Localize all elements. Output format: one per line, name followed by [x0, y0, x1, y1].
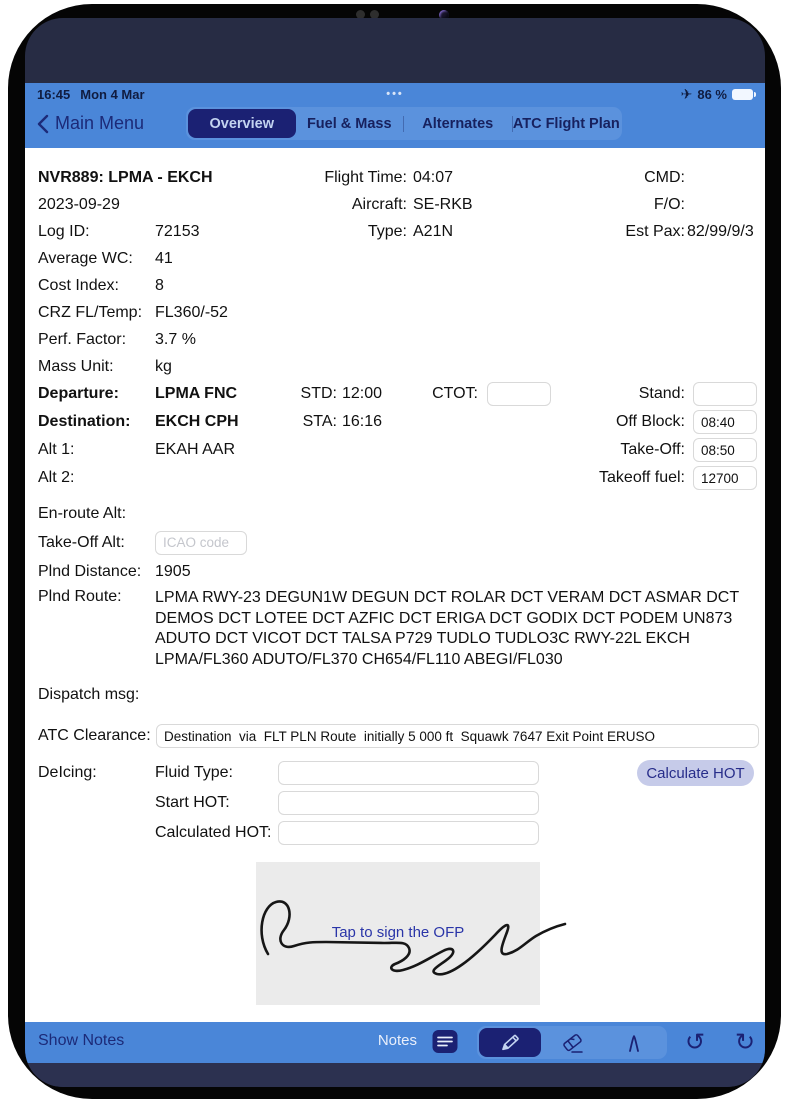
takeoff-alt-input[interactable]: [155, 531, 247, 555]
destination-value: EKCH CPH: [155, 413, 239, 430]
log-id-value: 72153: [155, 222, 200, 240]
calculated-hot-row: [25, 820, 765, 846]
signature-pad[interactable]: [256, 862, 540, 1005]
type-label: Type:: [367, 222, 407, 240]
take-off-label: Take-Off:: [620, 441, 685, 458]
drawing-tool-group: [477, 1026, 667, 1059]
alt1-row: [25, 436, 765, 464]
pencil-tool-button[interactable]: [479, 1028, 541, 1057]
plnd-route-string: LPMA RWY-23 DEGUN1W DEGUN DCT ROLAR DCT VERAM DCT ASMAR DCT DEMOS DCT LOTEE DCT AZFIC DCT ERIGA DCT GODIX DCT PODEM UN873 ADUTO DCT VICOT DCT TALSA P729 TUDLO TUDLO3C RWY-22L EKCH: [155, 589, 739, 647]
navigation-bar: [25, 105, 765, 148]
departure-row: [25, 380, 765, 408]
plnd-route-text: [155, 588, 759, 670]
cost-index-label: Cost Index:: [38, 276, 119, 294]
enroute-alt-row: [25, 499, 765, 528]
stand-input[interactable]: [693, 382, 757, 406]
atc-clearance-label: ATC Clearance:: [38, 727, 151, 744]
bottom-inset-band: [25, 1063, 765, 1087]
atc-clearance-row: [25, 721, 765, 751]
tab-atc-flight-plan[interactable]: ATC Flight Plan: [512, 115, 620, 132]
stand-label: Stand:: [638, 385, 685, 402]
fluid-type-label: Fluid Type:: [155, 764, 233, 781]
pointer-icon: [625, 1032, 643, 1054]
take-off-input[interactable]: [693, 438, 757, 462]
annotation-toolbar: [25, 1022, 765, 1063]
log-id-row: [25, 218, 765, 245]
crz-label: CRZ FL/Temp:: [38, 303, 143, 321]
notes-label: Notes: [377, 1032, 417, 1049]
mass-unit-row: [25, 353, 765, 380]
takeoff-fuel-label: Takeoff fuel:: [599, 469, 685, 486]
pencil-icon: [495, 1031, 525, 1055]
departure-value: LPMA FNC: [155, 385, 238, 402]
log-id-label: Log ID:: [38, 222, 90, 240]
flight-date-row: [25, 191, 765, 218]
ctot-label: CTOT:: [432, 385, 478, 402]
perf-factor-label: Perf. Factor:: [38, 330, 127, 348]
aircraft-label: Aircraft:: [351, 195, 407, 213]
takeoff-alt-row: [25, 528, 765, 557]
mass-unit-value: kg: [155, 357, 172, 375]
destination-row: [25, 408, 765, 436]
cost-index-value: 8: [155, 276, 164, 294]
tab-overview[interactable]: Overview: [188, 109, 296, 138]
show-notes-button[interactable]: Show Notes: [38, 1032, 125, 1049]
dispatch-msg-row: [25, 681, 765, 708]
average-wc-label: Average WC:: [38, 249, 133, 267]
cmd-label: CMD:: [644, 168, 685, 186]
start-hot-input[interactable]: [278, 791, 539, 815]
undo-icon: ↺: [684, 1028, 706, 1056]
cost-index-row: [25, 272, 765, 299]
flight-time-label: Flight Time:: [324, 168, 407, 186]
dispatch-msg-label: Dispatch msg:: [38, 685, 140, 703]
tab-fuel-mass[interactable]: Fuel & Mass: [306, 115, 392, 132]
app-screen: [25, 18, 765, 1087]
alt2-label: Alt 2:: [38, 469, 75, 486]
alt1-value: EKAH AAR: [155, 441, 236, 458]
alt2-row: [25, 464, 765, 492]
flight-header-row: [25, 164, 765, 191]
deicing-section: [25, 760, 765, 846]
notes-icon[interactable]: [432, 1029, 458, 1054]
eraser-tool-button[interactable]: [541, 1028, 603, 1057]
plnd-distance-label: Plnd Distance:: [38, 562, 142, 580]
battery-icon: [732, 89, 753, 100]
crz-row: [25, 299, 765, 326]
eraser-icon: [559, 1031, 585, 1055]
battery-percent: 86 %: [697, 86, 727, 102]
calculated-hot-input[interactable]: [278, 821, 539, 845]
std-label: STD:: [300, 385, 337, 402]
flight-date: 2023-09-29: [38, 195, 120, 213]
tap-to-sign-hint: Tap to sign the OFP: [331, 924, 465, 941]
sta-label: STA:: [302, 413, 337, 430]
status-bar: [25, 83, 765, 105]
flight-title: NVR889: LPMA - EKCH: [38, 168, 213, 186]
est-pax-label: Est Pax:: [625, 222, 685, 240]
takeoff-alt-label: Take-Off Alt:: [38, 533, 125, 551]
enroute-alt-label: En-route Alt:: [38, 504, 127, 522]
type-value: A21N: [413, 222, 454, 240]
back-button[interactable]: [37, 113, 144, 134]
clock: 16:45: [37, 86, 71, 102]
pointer-tool-button[interactable]: [603, 1028, 665, 1057]
off-block-label: Off Block:: [615, 413, 685, 430]
date: Mon 4 Mar: [80, 86, 145, 102]
calculated-hot-label: Calculated HOT:: [155, 824, 272, 841]
start-hot-row: [25, 790, 765, 816]
calculate-hot-button[interactable]: Calculate HOT: [637, 760, 754, 786]
tab-alternates[interactable]: Alternates: [422, 115, 494, 132]
undo-button[interactable]: [681, 1028, 709, 1056]
departure-label: Departure:: [38, 385, 119, 402]
flight-time-value: 04:07: [413, 168, 454, 186]
crz-value: FL360/-52: [155, 303, 228, 321]
plnd-route-label: Plnd Route:: [38, 588, 122, 605]
fluid-type-row: [25, 760, 765, 786]
deicing-label: DeIcing:: [38, 764, 97, 781]
plnd-distance-row: [25, 557, 765, 586]
plnd-distance-value: 1905: [155, 562, 191, 580]
atc-clearance-input[interactable]: [156, 724, 759, 748]
est-pax-value: 82/99/9/3: [687, 222, 754, 240]
off-block-input[interactable]: [693, 410, 757, 434]
fo-label: F/O:: [653, 195, 685, 213]
perf-factor-value: 3.7 %: [155, 330, 196, 348]
plnd-route-row: [25, 588, 765, 670]
redo-button[interactable]: [731, 1028, 759, 1056]
ofp-overview-panel: [25, 148, 765, 1022]
std-value: 12:00: [342, 385, 383, 402]
takeoff-fuel-input[interactable]: [693, 466, 757, 490]
destination-label: Destination:: [38, 413, 131, 430]
redo-icon: ↻: [734, 1028, 756, 1056]
average-wc-row: [25, 245, 765, 272]
alt1-label: Alt 1:: [38, 441, 75, 458]
back-button-label: Main Menu: [55, 113, 145, 133]
plnd-route-levels: LPMA/FL360 ADUTO/FL370 CH654/FL110 ABEGI/FL030: [155, 650, 563, 668]
chevron-left-icon: [37, 114, 49, 134]
mass-unit-label: Mass Unit:: [38, 357, 114, 375]
fluid-type-input[interactable]: [278, 761, 539, 785]
ctot-input[interactable]: [487, 382, 551, 406]
multitask-indicator: •••: [386, 88, 404, 100]
average-wc-value: 41: [155, 249, 173, 267]
perf-factor-row: [25, 326, 765, 353]
start-hot-label: Start HOT:: [155, 794, 230, 811]
section-tabs: [186, 107, 622, 140]
airplane-mode-icon: ✈: [680, 85, 693, 102]
aircraft-value: SE-RKB: [413, 195, 473, 213]
sta-value: 16:16: [342, 413, 383, 430]
app-header: [25, 83, 765, 148]
